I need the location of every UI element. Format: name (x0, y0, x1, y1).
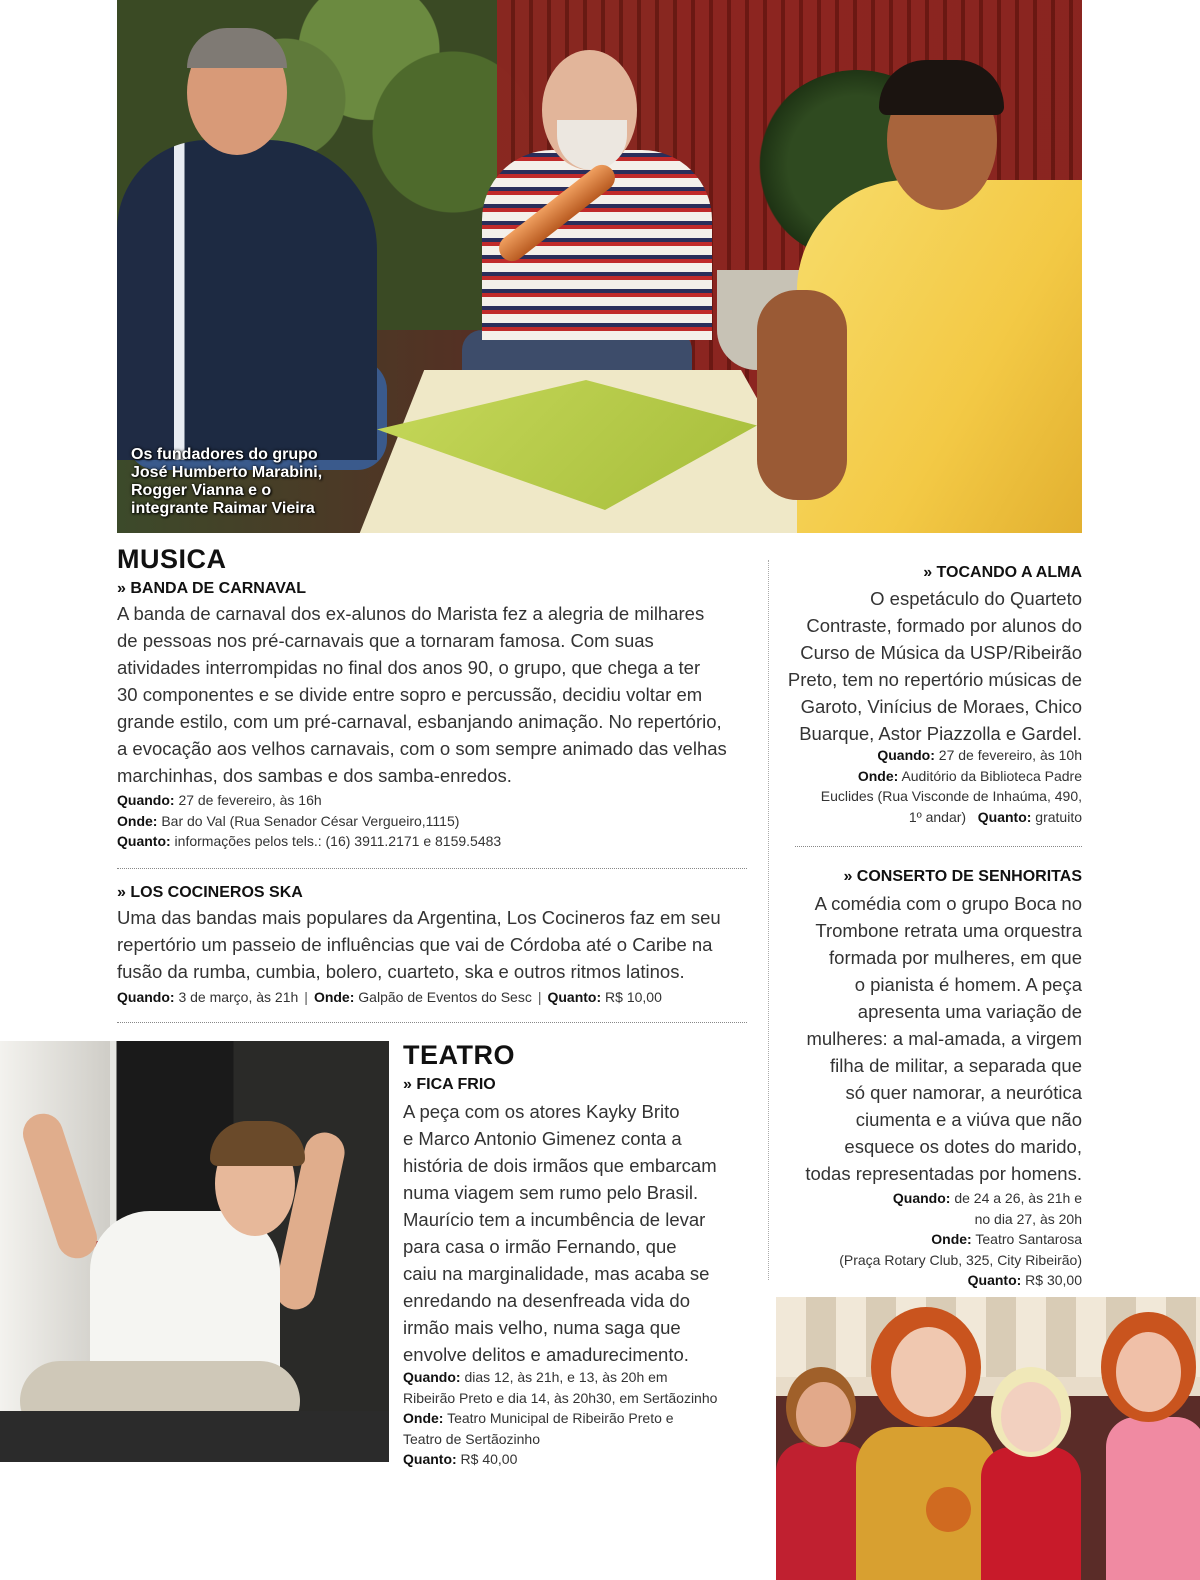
photo-stage (0, 1411, 389, 1462)
info-onde: Onde: Bar do Val (Rua Senador César Vergueiro,1115) (117, 812, 460, 829)
article-title-cocineros: » LOS COCINEROS SKA (117, 884, 303, 901)
body-line: fusão da rumba, cumbia, bolero, cuarteto, ska e outros ritmos latinos. (117, 961, 685, 982)
article-body-cocineros (117, 904, 757, 985)
article-body-conserto (780, 890, 1082, 1187)
body-line: Maurício tem a incumbência de levar (403, 1209, 706, 1230)
body-line: esquece os dotes do marido, (844, 1136, 1082, 1157)
body-line: todas representadas por homens. (805, 1163, 1082, 1184)
info-quando: Quando: 27 de fevereiro, às 16h (117, 792, 322, 808)
body-line: Uma das bandas mais populares da Argentina, Los Cocineros faz em seu (117, 907, 721, 928)
body-line: A banda de carnaval dos ex-alunos do Marista fez a alegria de milhares (117, 603, 705, 624)
caption-line: Rogger Vianna e o (131, 482, 272, 499)
senhoritas-photo (776, 1297, 1200, 1580)
body-line: filha de militar, a separada que (830, 1055, 1082, 1076)
body-line: repertório um passeio de influências que vai de Córdoba até o Caribe na (117, 934, 713, 955)
event-info-fica-frio: Quando: dias 12, às 21h, e 13, às 20h em Ribeirão Preto e dia 14, às 20h30, em Sertãozinho Onde: Teatro Municipal de Ribeirão Preto e Teatro de Sertãozinho Quanto: R$ 40,00 (403, 1369, 718, 1467)
body-line: Garoto, Vinícius de Moraes, Chico (800, 696, 1082, 717)
body-line: Curso de Música da USP/Ribeirão (800, 642, 1082, 663)
body-line: para casa o irmão Fernando, que (403, 1236, 677, 1257)
body-line: e Marco Antonio Gimenez conta a (403, 1128, 682, 1149)
actor-photo (0, 1041, 389, 1462)
article-title-conserto: » CONSERTO DE SENHORITAS (843, 868, 1082, 885)
body-line: marchinhas, dos sambas e dos samba-enredos. (117, 765, 512, 786)
body-line: enredando na desenfreada vida do (403, 1290, 690, 1311)
body-line: Buarque, Astor Piazzolla e Gardel. (799, 723, 1082, 744)
body-line: a evocação aos velhos carnavais, com o som sempre animado das velhas (117, 738, 727, 759)
event-info-banda (117, 790, 757, 852)
body-line: irmão mais velho, numa saga que (403, 1317, 681, 1338)
caption-line: José Humberto Marabini, (131, 464, 323, 481)
info-separator: | (537, 989, 542, 1005)
actor-3-face (1001, 1382, 1061, 1452)
article-body-fica-frio (403, 1098, 763, 1368)
section-heading-teatro: TEATRO (403, 1040, 515, 1070)
body-line: Contraste, formado por alunos do (806, 615, 1082, 636)
article-body-tocando (780, 585, 1082, 747)
body-line: O espetáculo do Quarteto (870, 588, 1082, 609)
body-line: apresenta uma variação de (857, 1001, 1082, 1022)
divider (795, 846, 1082, 847)
article-title-fica-frio: » FICA FRIO (403, 1076, 496, 1093)
info-separator: | (304, 989, 308, 1005)
actor-1-face (796, 1382, 851, 1447)
body-line: A peça com os atores Kayky Brito (403, 1101, 680, 1122)
body-line: Trombone retrata uma orquestra (815, 920, 1082, 941)
body-line: grande estilo, com um pré-carnaval, esbanjando animação. No repertório, (117, 711, 722, 732)
actor-hair (210, 1121, 305, 1166)
body-line: o pianista é homem. A peça (854, 974, 1082, 995)
actor-4-face (1116, 1332, 1181, 1412)
event-info-conserto: Quando: de 24 a 26, às 21h e no dia 27, às 20h Onde: Teatro Santarosa (Praça Rotary Club, 325, City Ribeirão) Quanto: R$ 30,00 (839, 1190, 1082, 1288)
person-1-body (117, 140, 377, 460)
body-line: envolve delitos e amadurecimento. (403, 1344, 689, 1365)
article-title-banda: » BANDA DE CARNAVAL (117, 580, 307, 597)
body-line: formada por mulheres, em que (829, 947, 1082, 968)
body-line: ciumenta e a viúva que não (855, 1109, 1082, 1130)
body-line: só quer namorar, a neurótica (845, 1082, 1082, 1103)
body-line: numa viagem sem rumo pelo Brasil. (403, 1182, 699, 1203)
body-line: história de dois irmãos que embarcam (403, 1155, 717, 1176)
event-info-cocineros: Quando: 3 de março, às 21h | Onde: Galpão de Eventos do Sesc | Quanto: R$ 10,00 (117, 989, 662, 1005)
article-body-banda (117, 600, 757, 789)
body-line: Preto, tem no repertório músicas de (787, 669, 1082, 690)
divider (117, 868, 747, 869)
article-title-tocando: » TOCANDO A ALMA (923, 564, 1082, 581)
section-heading-musica: MUSICA (117, 544, 227, 574)
caption-line: Os fundadores do grupo (131, 446, 318, 463)
maraca (926, 1487, 971, 1532)
body-line: de pessoas nos pré-carnavais que a tornaram famosa. Com suas (117, 630, 654, 651)
body-line: caiu na marginalidade, mas acaba se (403, 1263, 710, 1284)
body-line: atividades interrompidas no final dos anos 90, o grupo, que chega a ter (117, 657, 701, 678)
photo-caption (131, 446, 371, 518)
info-quanto: Quanto: informações pelos tels.: (16) 3911.2171 e 8159.5483 (117, 833, 502, 849)
body-line: 30 componentes e se divide entre sopro e percussão, decidiu voltar em (117, 684, 703, 705)
actor-3-dress (981, 1447, 1081, 1580)
body-line: A comédia com o grupo Boca no (814, 893, 1082, 914)
person-3-arm (757, 290, 847, 500)
divider (117, 1022, 747, 1023)
founders-photo (117, 0, 1082, 533)
actor-2-face (891, 1327, 966, 1417)
body-line: mulheres: a mal-amada, a virgem (806, 1028, 1082, 1049)
caption-line: integrante Raimar Vieira (131, 500, 315, 517)
event-info-tocando: Quando: 27 de fevereiro, às 10h Onde: Auditório da Biblioteca Padre Euclides (Rua Visconde de Inhaúma, 490, 1º andar) Quanto: gratuito (820, 747, 1082, 825)
actor-4-dress (1106, 1417, 1200, 1580)
column-divider (768, 560, 769, 1280)
